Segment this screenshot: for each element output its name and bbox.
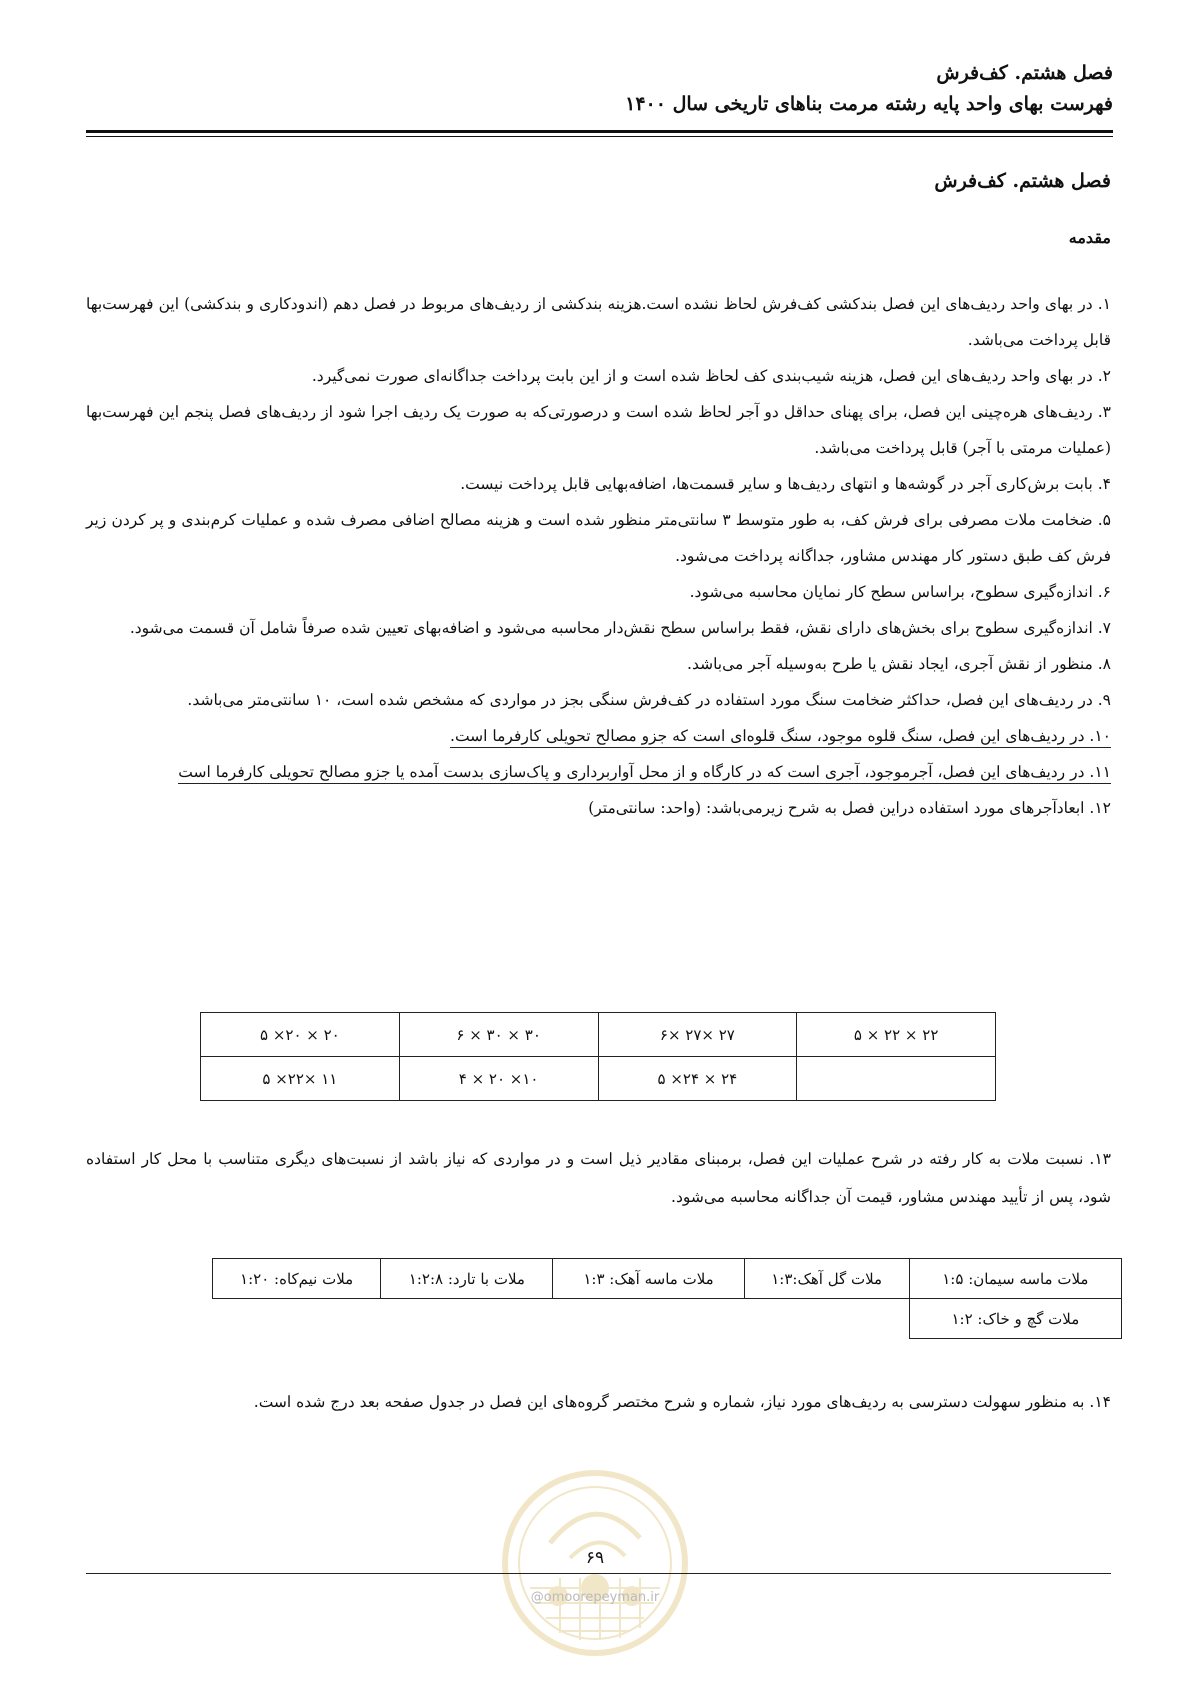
list-item xyxy=(86,754,1111,790)
table-row xyxy=(201,1013,996,1057)
list-item: ۲. در بهای واحد ردیف‌های این فصل، هزینه شیب‌بندی کف لحاظ شده است و از این بابت پرداخت جداگانه‌ای صورت نمی‌گیرد. xyxy=(311,367,1111,385)
table-cell: ۲۰ × ۲۰× ۵ xyxy=(201,1013,400,1057)
list-item: ۹. در ردیف‌های این فصل، حداکثر ضخامت سنگ مورد استفاده در کف‌فرش سنگی بجز در مواردی که مشخص شده است، ۱۰ سانتی‌متر می‌باشد. xyxy=(187,691,1111,709)
table-cell: ۱۰× ۲۰ × ۴ xyxy=(399,1057,598,1101)
table-cell: ملات نیم‌کاه: ۱:۲۰ xyxy=(213,1259,381,1299)
list-item: ۱. در بهای واحد ردیف‌های این فصل بندکشی کف‌فرش لحاظ نشده است.هزینه بندکشی از ردیف‌های مربوط در فصل دهم (اندودکاری و بندکشی) این فهرست‌بها قابل پرداخت می‌باشد. xyxy=(86,295,1111,349)
list-item: ۴. بابت برش‌کاری آجر در گوشه‌ها و انتهای ردیف‌ها و سایر قسمت‌ها، اضافه‌بهایی قابل پرداخت نیست. xyxy=(460,475,1111,493)
table-cell: ۳۰ × ۳۰ × ۶ xyxy=(399,1013,598,1057)
table-cell: ملات ماسه سیمان: ۱:۵ xyxy=(909,1259,1121,1299)
footer-rule xyxy=(86,1573,1111,1574)
list-item: ۶. اندازه‌گیری سطوح، براساس سطح کار نمایان محاسبه می‌شود. xyxy=(689,583,1111,601)
header-document-title: فهرست بهای واحد پایه رشته مرمت بناهای تاریخی سال ۱۴۰۰ xyxy=(625,93,1113,115)
table-row xyxy=(201,1057,996,1101)
list-item-text: ۱۰. در ردیف‌های این فصل، سنگ قلوه موجود، سنگ قلوه‌ای است که جزو مصالح تحویلی کارفرما است. xyxy=(450,727,1111,748)
brick-dimensions-table xyxy=(200,1012,996,1101)
list-item: ۱۳. نسبت ملات به کار رفته در شرح عملیات این فصل، برمبنای مقادیر ذیل است و در مواردی که نیاز باشد از نسبت‌های دیگری متناسب با محل کار استفاده شود، پس از تأیید مهندس مشاور، قیمت آن جداگانه محاسبه می‌شود. xyxy=(86,1150,1111,1206)
item-14: ۱۴. به منظور سهولت دسترسی به ردیف‌های مورد نیاز، شماره و شرح مختصر گروه‌های این فصل در جدول صفحه بعد درج شده است. xyxy=(253,1393,1111,1411)
list-item: ۷. اندازه‌گیری سطوح برای بخش‌های دارای نقش، فقط براساس سطح نقش‌دار محاسبه می‌شود و اضافه‌بهای تعیین شده صرفاً شامل آن قسمت می‌شود. xyxy=(129,619,1111,637)
empty-cell xyxy=(553,1299,744,1339)
mortar-ratio-table xyxy=(212,1258,1122,1339)
list-item: ۱۲. ابعادآجرهای مورد استفاده دراین فصل به شرح زیرمی‌باشد: (واحد: سانتی‌متر) xyxy=(588,799,1111,817)
list-item: ۳. ردیف‌های هره‌چینی این فصل، برای پهنای حداقل دو آجر لحاظ شده است و درصورتی‌که به صورت یک ردیف اجرا شود از ردیف‌های فصل پنجم این فهرست‌بها (عملیات مرمتی با آجر) قابل پرداخت می‌باشد. xyxy=(86,403,1111,457)
table-cell: ملات با تارد: ۱:۲:۸ xyxy=(381,1259,553,1299)
table-cell: ملات گچ و خاک: ۱:۲ xyxy=(909,1299,1121,1339)
empty-cell xyxy=(213,1299,381,1339)
table-cell: ملات گل آهک:۱:۳ xyxy=(744,1259,909,1299)
empty-cell xyxy=(744,1299,909,1339)
list-item xyxy=(86,718,1111,754)
page-number: ۶۹ xyxy=(585,1548,605,1568)
list-item: ۸. منظور از نقش آجری، ایجاد نقش یا طرح به‌وسیله آجر می‌باشد. xyxy=(687,655,1111,673)
item-13 xyxy=(86,1140,1111,1216)
header-rule-thin xyxy=(86,136,1113,137)
table-cell: ۲۲ × ۲۲ × ۵ xyxy=(797,1013,996,1057)
list-item-text: ۱۱. در ردیف‌های این فصل، آجرموجود، آجری است که در کارگاه و از محل آواربرداری و پاک‌سازی بدست آمده یا جزو مصالح تحویلی کارفرما است xyxy=(178,763,1111,784)
intro-title: مقدمه xyxy=(1068,228,1111,247)
footer-watermark-url: @omoorepeyman.ir xyxy=(530,1590,660,1605)
header-chapter: فصل هشتم. کف‌فرش xyxy=(936,62,1113,84)
page-header xyxy=(88,58,1113,120)
empty-cell xyxy=(381,1299,553,1339)
table-row xyxy=(213,1299,1122,1339)
chapter-title: فصل هشتم. کف‌فرش xyxy=(934,170,1111,192)
intro-items xyxy=(86,286,1111,826)
header-rule-thick xyxy=(86,130,1113,133)
table-cell: ملات ماسه آهک: ۱:۳ xyxy=(553,1259,744,1299)
table-row xyxy=(213,1259,1122,1299)
table-cell xyxy=(797,1057,996,1101)
table-cell: ۲۴ × ۲۴× ۵ xyxy=(598,1057,797,1101)
list-item: ۵. ضخامت ملات مصرفی برای فرش کف، به طور متوسط ۳ سانتی‌متر منظور شده است و هزینه مصالح اضافی مصرف شده و عملیات کرم‌بندی و پر کردن زیر فرش کف طبق دستور کار مهندس مشاور، جداگانه پرداخت می‌شود. xyxy=(86,511,1111,565)
table-cell: ۱۱ ×۲۲× ۵ xyxy=(201,1057,400,1101)
table-cell: ۲۷ ×۲۷ ×۶ xyxy=(598,1013,797,1057)
